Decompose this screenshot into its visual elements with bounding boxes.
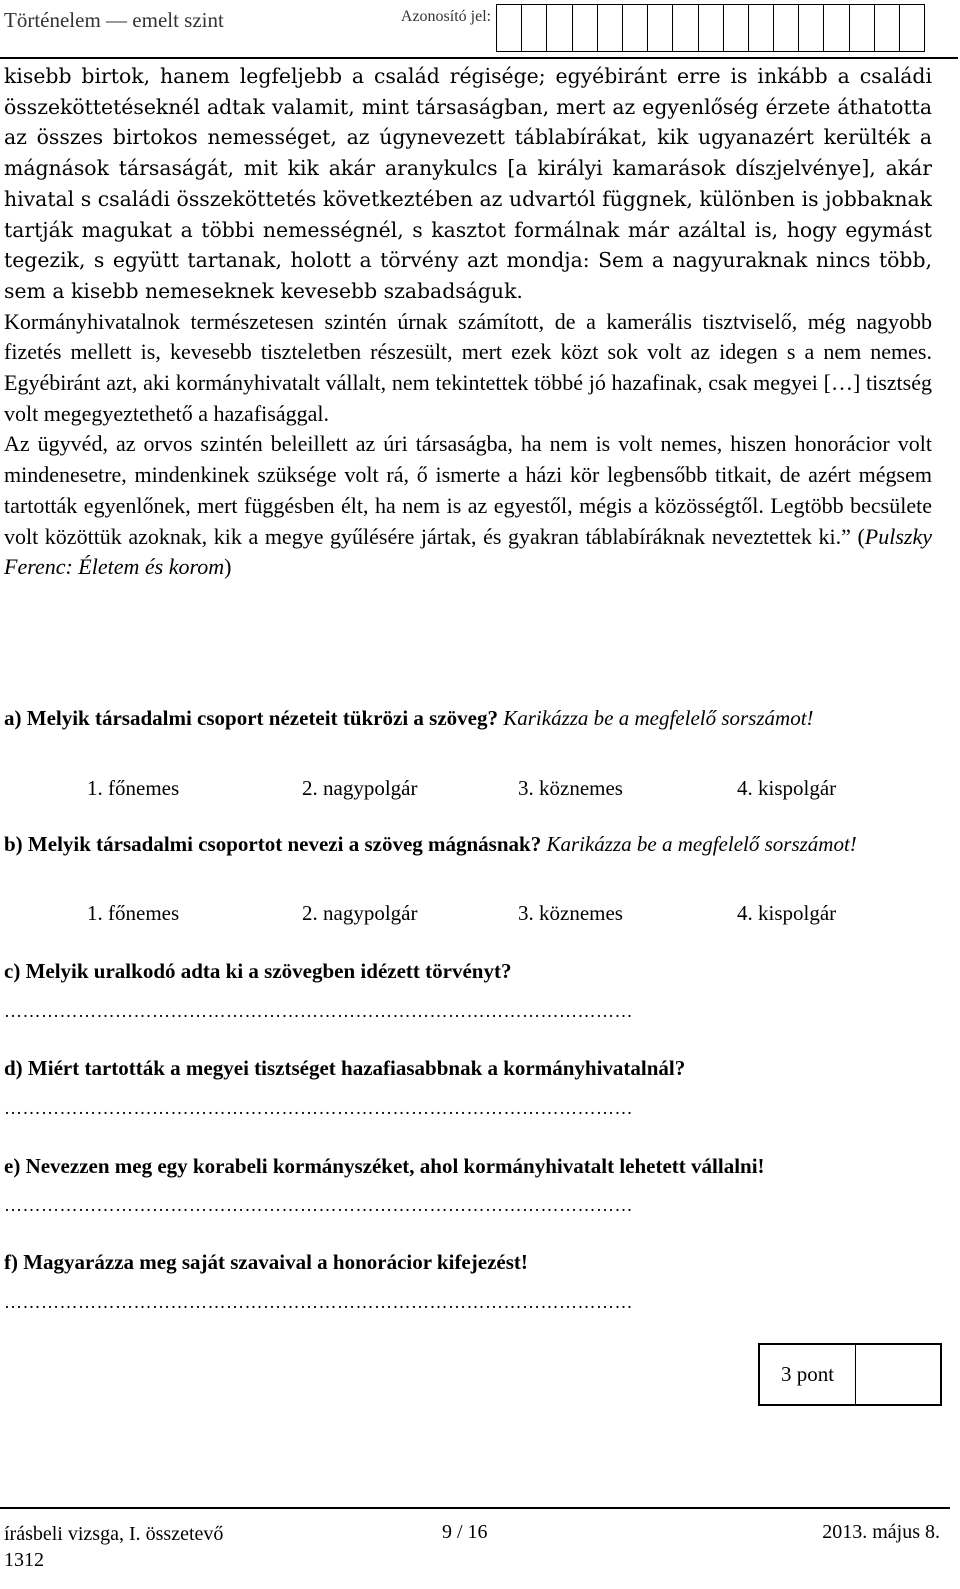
passage-paragraph-2: Kormányhivatalnok természetesen szintén úrnak számított, de a kamerális tisztviselő, még nagyobb fizetés mellett is, kevesebb tiszteletben részesült, mert ezek közt sok volt az idegen s a nem nemes. Egyébiránt azt, aki kormányhivatalt vállalt, nem tekintettek többé jó hazafinak, csak megyei […] tisztség volt megegyeztethető a hazafisággal. <box>4 308 932 426</box>
id-cell[interactable] <box>799 5 824 52</box>
score-entry-cell[interactable] <box>856 1345 940 1404</box>
id-cell[interactable] <box>673 5 698 52</box>
option-a-1[interactable]: 1. főnemes <box>87 776 180 800</box>
header-rule <box>0 57 958 59</box>
question-c <box>4 957 932 986</box>
id-cell[interactable] <box>547 5 572 52</box>
header-title: Történelem — emelt szint <box>4 8 224 32</box>
score-box <box>758 1343 942 1406</box>
id-cell[interactable] <box>900 5 925 52</box>
passage-paragraph-1: kisebb birtok, hanem legfeljebb a család régisége; egyébiránt erre is inkább a családi összeköttetéseknél adtak valamit, mint társaságban, mert az egyenlőség érzete áthatotta az összes birtokos nemességet, az úgynevezett táblabírákat, kik ugyanazért kerülték a mágnások társaságát, mit kik akár aranykulcs [a királyi kamarások díszjelvénye], akár hivatal s családi összeköttetés következtében az udvartól függnek, különben is jobbaknak tartják magukat a többi nemességnél, s kasztot formálnak már azáltal is, hogy egymást tegezik, s együtt tartanak, holott a törvény azt mondja: Sem a nagyuraknak nincs több, sem a kisebb nemeseknek kevesebb szabadságuk. <box>4 64 932 303</box>
question-b-instruction: Karikázza be a megfelelő sorszámot! <box>546 832 857 856</box>
question-a-text: a) Melyik társadalmi csoport nézeteit tükrözi a szöveg? <box>4 706 498 730</box>
id-label: Azonosító jel: <box>400 8 492 25</box>
question-b-text: b) Melyik társadalmi csoportot nevezi a szöveg mágnásnak? <box>4 832 542 856</box>
id-cell[interactable] <box>724 5 749 52</box>
footer-exam-code: 1312 <box>4 1549 44 1571</box>
question-f <box>4 1248 932 1277</box>
option-b-1[interactable]: 1. főnemes <box>87 901 180 925</box>
question-a-instruction: Karikázza be a megfelelő sorszámot! <box>503 706 814 730</box>
question-e <box>4 1152 932 1181</box>
id-cell[interactable] <box>850 5 875 52</box>
question-d <box>4 1054 932 1083</box>
footer-date: 2013. május 8. <box>822 1521 940 1543</box>
id-grid <box>496 4 925 52</box>
id-cell[interactable] <box>598 5 623 52</box>
option-a-4[interactable]: 4. kispolgár <box>737 776 837 800</box>
id-cell[interactable] <box>824 5 849 52</box>
id-cell[interactable] <box>497 5 522 52</box>
id-cell[interactable] <box>648 5 673 52</box>
id-cell[interactable] <box>522 5 547 52</box>
option-b-3[interactable]: 3. köznemes <box>518 901 623 925</box>
citation-close: ) <box>224 554 232 580</box>
question-d-text: d) Miért tartották a megyei tisztséget hazafiasabbnak a kormányhivatalnál? <box>4 1056 686 1080</box>
citation: Pulszky Ferenc: Életem és korom <box>4 523 932 580</box>
option-a-2[interactable]: 2. nagypolgár <box>302 776 418 800</box>
id-cell[interactable] <box>774 5 799 52</box>
id-cell[interactable] <box>623 5 648 52</box>
id-cell[interactable] <box>573 5 598 52</box>
question-a <box>4 704 932 733</box>
footer-exam-name: írásbeli vizsga, I. összetevő <box>4 1523 224 1545</box>
question-c-text: c) Melyik uralkodó adta ki a szövegben idézett törvényt? <box>4 959 512 983</box>
answer-line-e[interactable]: ………………………………………………………………………………………… <box>4 1195 633 1215</box>
source-passage <box>4 61 932 583</box>
passage-paragraph-3-text: Az ügyvéd, az orvos szintén beleillett az úri társaságba, ha nem is volt nemes, hiszen honorácior volt mindenesetre, mindenkinek szüksége volt rá, ő ismerte a házi kör legbensőbb titkait, de azért mégsem tartották egyenlőnek, mert függésben élt, ha nem is az egyestől, mégis a közösségtől. Legtöbb becsülete volt közöttük azoknak, kik a megye gyűlésére jártak, és gyakran táblabíráknak neveztettek ki.” ( <box>4 431 932 549</box>
question-e-text: e) Nevezzen meg egy korabeli kormányszéket, ahol kormányhivatalt lehetett vállalni! <box>4 1154 765 1178</box>
footer-exam-info <box>4 1521 223 1573</box>
answer-line-c[interactable]: ………………………………………………………………………………………… <box>4 1001 633 1021</box>
id-cell[interactable] <box>749 5 774 52</box>
page-header <box>0 0 960 60</box>
question-f-text: f) Magyarázza meg saját szavaival a honorácior kifejezést! <box>4 1250 528 1274</box>
option-a-3[interactable]: 3. köznemes <box>518 776 623 800</box>
option-b-2[interactable]: 2. nagypolgár <box>302 901 418 925</box>
option-b-4[interactable]: 4. kispolgár <box>737 901 837 925</box>
passage-paragraph-3 <box>4 429 932 583</box>
answer-line-d[interactable]: ………………………………………………………………………………………… <box>4 1098 633 1118</box>
score-label: 3 pont <box>760 1345 856 1404</box>
question-b <box>4 830 932 859</box>
id-cell[interactable] <box>875 5 900 52</box>
footer-rule <box>0 1507 950 1509</box>
answer-line-f[interactable]: ………………………………………………………………………………………… <box>4 1292 633 1312</box>
id-cell[interactable] <box>699 5 724 52</box>
page-number: 9 / 16 <box>442 1521 488 1543</box>
